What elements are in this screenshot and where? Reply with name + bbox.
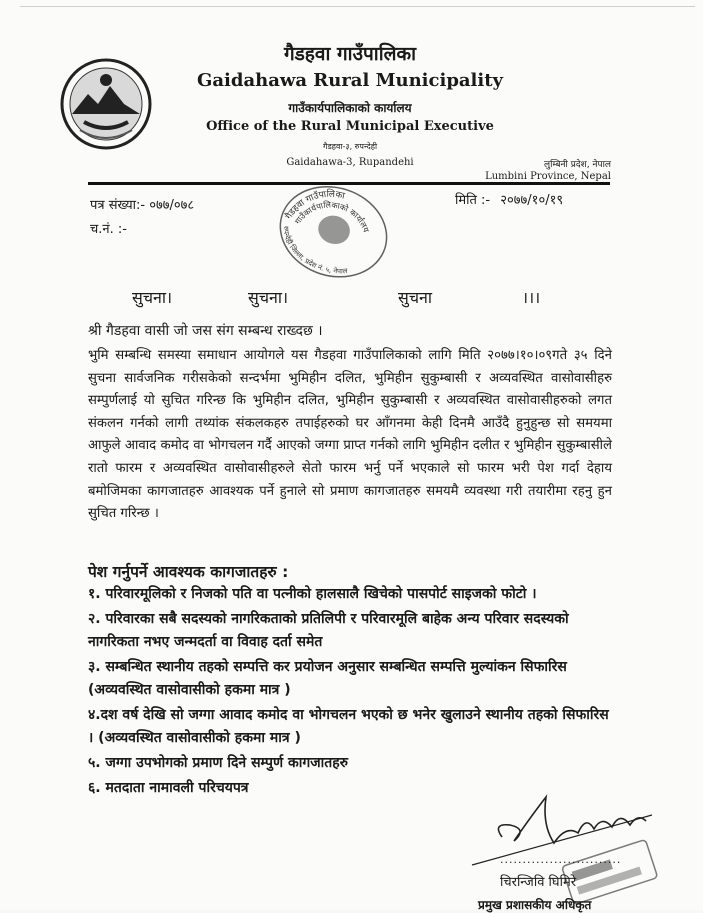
office-name-np: गाउँकार्यपालिकाको कार्यालय	[288, 101, 412, 115]
stamp-line-2: गाउँकार्यपालिकाको कार्यालय	[293, 200, 371, 234]
province-np: लुम्बिनी प्रदेश, नेपाल	[544, 160, 611, 170]
municipality-name-np: गैडहवा गाउँपालिका	[283, 43, 417, 65]
addressee-line: श्री गैडहवा वासी जो जस संग सम्बन्ध राख्दछ ।	[88, 323, 323, 339]
date-label: मिति :-	[455, 193, 491, 208]
list-item: ४.दश वर्ष देखि सो जग्गा आवाद कमोद वा भोगचलन भएको छ भनेर खुलाउने स्थानीय तहको सिफारिस । (अव्यवस्थित वासोवासीको हकमा मात्र )	[88, 707, 609, 746]
list-item: ५. जग्गा उपभोगको प्रमाण दिने सम्पुर्ण कागजातहरु	[88, 755, 349, 771]
province-en: Lumbini Province, Nepal	[485, 171, 611, 182]
municipality-name-en: Gaidahawa Rural Municipality	[196, 70, 504, 91]
required-documents-title: पेश गर्नुपर्ने आवश्यक कागजातहरु :	[88, 563, 289, 581]
signature-line: ...........................	[500, 853, 622, 866]
required-documents-list	[88, 583, 618, 802]
date-value: २०७७/१०/१९	[500, 193, 564, 208]
office-name-en: Office of the Rural Municipal Executive	[206, 119, 494, 134]
reference-number	[90, 195, 194, 213]
scan-edge-line	[20, 6, 695, 7]
address-np: गैडहवा-३, रुपन्देही	[322, 142, 378, 151]
notice-marks: ।।।	[522, 288, 541, 307]
reference-label: पत्र संख्या:-	[90, 198, 146, 213]
notice-word-2: सुचना।	[248, 288, 289, 307]
list-item: २. परिवारका सबै सदस्यको नागरिकताको प्रतिलिपी र परिवारमूलि बाहेक अन्य परिवार सदस्यको नागरिकता नभए जन्मदर्ता वा विवाह दर्ता समेत	[88, 611, 569, 650]
notice-word-3: सुचना	[398, 288, 433, 307]
notice-word-1: सुचना।	[132, 288, 173, 307]
list-item: ३. सम्बन्धित स्थानीय तहको सम्पत्ति कर प्रयोजन अनुसार सम्बन्धित सम्पत्ति मुल्यांकन सिफारिस (अव्यवस्थित वासोवासीको हकमा मात्र )	[88, 659, 567, 698]
signatory-name: चिरन्जिवि घिमिरे	[500, 875, 577, 890]
stamp-line-1: गैडहवा गाउँपालिका	[284, 189, 346, 222]
list-item: ६. मतदाता नामावली परिचयपत्र	[88, 780, 249, 796]
signatory-title: प्रमुख प्रशासकीय अधिकृत	[478, 898, 592, 912]
reference-value: ०७७/०७८	[149, 198, 195, 213]
letter-date	[455, 190, 563, 208]
list-item: १. परिवारमूलिको र निजको पति वा पत्नीको हालसालै खिचेको पासपोर्ट साइजको फोटो ।	[88, 586, 537, 602]
office-stamp	[272, 172, 398, 282]
stamp-line-3: रुपन्देही जिल्ला, प्रदेश नं. ५, नेपाल	[281, 225, 348, 276]
address-en: Gaidahawa-3, Rupandehi	[286, 157, 414, 168]
chalani-number: च.नं. :-	[90, 222, 127, 237]
notice-paragraph: भुमि सम्बन्धि समस्या समाधान आयोगले यस गैडहवा गाउँपालिकाको लागि मिति २०७७।१०।०९गते ३५ दिने सुचना सार्वजनिक गरीसकेको सन्दर्भमा भुमिहीन दलित, भुमिहीन सुकुम्बासी र अव्यवस्थित वासोवासीहरु सम्पुर्णलाई यो सुचित गरिन्छ कि भुमिहीन दलित, भुमिहीन सुकुम्बासी र अव्यवस्थित वासोवासीहरुको लगत संकलन गर्नको लागी तथ्यांक संकलकहरु तपाईहरुको घर आँगनमा केही दिनमै आउँदै हुनुहुन्छ सो समयमा आफुले आवाद कमोद वा भोगचलन गर्दै आएको जग्गा प्राप्त गर्नको लागि भुमिहीन दलीत र भुमिहीन सुकुम्बासीले रातो फारम र अव्यवस्थित वासोवासीहरुले सेतो फारम भर्नु पर्ने भएकाले सो फारम भरी पेश गर्दा देहाय बमोजिमका कागजातहरु आवश्यक पर्ने हुनाले सो प्रमाण कागजातहरु समयमै व्यवस्था गरी तयारीमा रहनु हुन सुचित गरिन्छ ।	[88, 348, 612, 522]
government-emblem-icon	[58, 56, 154, 152]
